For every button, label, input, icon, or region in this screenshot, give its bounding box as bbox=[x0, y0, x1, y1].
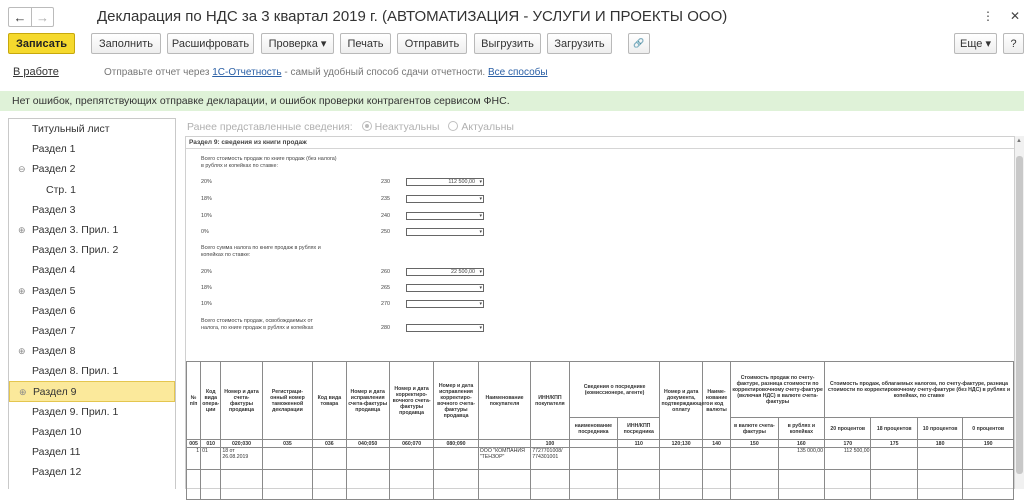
dropdown-icon: ▾ bbox=[479, 196, 482, 202]
tax-20-field[interactable] bbox=[406, 268, 484, 276]
sidebar-item-label: Раздел 9. Прил. 1 bbox=[32, 405, 119, 418]
check-button-label: Проверка bbox=[268, 37, 318, 50]
sales-0-field[interactable] bbox=[406, 228, 484, 236]
sales-18-field[interactable] bbox=[406, 195, 484, 203]
paperclip-icon: 🔗 bbox=[633, 38, 645, 48]
sidebar-item[interactable] bbox=[9, 381, 175, 401]
sidebar-item[interactable] bbox=[9, 159, 175, 179]
help-button[interactable]: ? bbox=[1003, 33, 1024, 54]
window-controls bbox=[982, 9, 1020, 23]
sidebar-item-label: Раздел 11 bbox=[32, 446, 81, 458]
vertical-scrollbar[interactable] bbox=[1015, 136, 1024, 489]
cell-empty[interactable] bbox=[917, 448, 962, 470]
sidebar-item[interactable] bbox=[9, 139, 175, 159]
sidebar-item[interactable] bbox=[9, 341, 175, 361]
toolbar bbox=[0, 33, 1024, 55]
col-code: 150 bbox=[731, 440, 778, 448]
previous-info-row bbox=[187, 121, 514, 133]
section-title: Раздел 9: сведения из книги продаж bbox=[186, 137, 1014, 149]
all-methods-link[interactable]: Все способы bbox=[487, 67, 548, 78]
dropdown-icon: ▾ bbox=[479, 229, 482, 235]
col-header: Наиме-нование и код валюты bbox=[702, 362, 730, 440]
cell-empty[interactable] bbox=[434, 448, 478, 470]
rate-label: 20% bbox=[201, 269, 212, 275]
section9-form bbox=[185, 136, 1015, 489]
close-icon[interactable]: ✕ bbox=[1009, 9, 1020, 23]
sidebar-item-label: Раздел 3 bbox=[32, 203, 76, 216]
col-code: 160 bbox=[778, 440, 824, 448]
send-button[interactable]: Отправить bbox=[397, 33, 467, 54]
exempt-title-line2: налога, по книге продаж в рублях и копейках bbox=[201, 325, 314, 331]
dropdown-icon: ▾ bbox=[479, 269, 482, 275]
col-subheader: в валюте счета-фактуры bbox=[731, 418, 778, 440]
col-code: 036 bbox=[313, 440, 346, 448]
col-code: 040;050 bbox=[346, 440, 389, 448]
col-subheader: наименование посредника bbox=[569, 418, 617, 440]
rate-label: 0% bbox=[201, 229, 209, 235]
line-code: 230 bbox=[381, 179, 390, 185]
col-code: 005 bbox=[187, 440, 201, 448]
col-code: 190 bbox=[963, 440, 1014, 448]
sidebar-item-label: Раздел 7 bbox=[32, 324, 76, 337]
col-code: 035 bbox=[262, 440, 312, 448]
cell-invoice[interactable]: 18 от 26.08.2019 bbox=[221, 448, 262, 470]
col-header: Код вида товара bbox=[313, 362, 346, 440]
sales-title-line2: в рублях и копейках по ставке: bbox=[201, 163, 278, 169]
check-result-banner bbox=[0, 91, 1024, 111]
check-button[interactable] bbox=[261, 33, 334, 54]
sidebar-item-label: Раздел 10 bbox=[32, 425, 82, 438]
rate-label: 20% bbox=[201, 179, 212, 185]
col-code: 010 bbox=[201, 440, 221, 448]
exempt-title-line1: Всего стоимость продаж, освобождаемых от bbox=[201, 318, 313, 324]
tax-18-field[interactable] bbox=[406, 284, 484, 292]
cell-buyer[interactable]: ООО "КОМПАНИЯ "ТЕНЗОР" bbox=[478, 448, 531, 470]
dropdown-icon: ▾ bbox=[479, 301, 482, 307]
title-bar bbox=[0, 0, 1024, 32]
sales-book-table bbox=[186, 361, 1014, 500]
previous-info-label: Ранее представленные сведения: bbox=[187, 121, 353, 133]
status-in-work-link[interactable]: В работе bbox=[13, 66, 59, 78]
tax-title-line2: копейках по ставке: bbox=[201, 252, 251, 258]
col-code: 140 bbox=[702, 440, 730, 448]
back-arrow-icon[interactable]: ← bbox=[13, 9, 27, 25]
col-subheader: 18 процентов bbox=[871, 418, 917, 440]
dropdown-icon: ▾ bbox=[479, 285, 482, 291]
import-button[interactable]: Загрузить bbox=[547, 33, 612, 54]
col-header: № п/п bbox=[187, 362, 201, 440]
scroll-thumb[interactable] bbox=[1016, 156, 1023, 474]
sidebar-item[interactable] bbox=[9, 462, 175, 482]
col-code bbox=[569, 440, 617, 448]
cell-op-code[interactable]: 01 bbox=[201, 448, 221, 470]
scroll-up-icon[interactable]: ▲ bbox=[1016, 138, 1022, 144]
sidebar-item-label: Раздел 5 bbox=[32, 284, 76, 297]
cell-inn[interactable]: 7727701008/ 774301001 bbox=[531, 448, 569, 470]
col-code: 120;130 bbox=[660, 440, 702, 448]
sidebar-item[interactable] bbox=[9, 260, 175, 280]
col-subheader: ИНН/КПП посредника bbox=[618, 418, 660, 440]
expand-icon[interactable]: ⊕ bbox=[19, 387, 27, 398]
sidebar-item[interactable] bbox=[9, 119, 175, 139]
sidebar-item[interactable] bbox=[9, 180, 175, 200]
cell-empty[interactable] bbox=[569, 448, 617, 470]
promo-prefix: Отправьте отчет через bbox=[104, 67, 213, 78]
rate-label: 10% bbox=[201, 213, 212, 219]
cell-np[interactable]: 1 bbox=[187, 448, 201, 470]
sales-20-field[interactable] bbox=[406, 178, 484, 186]
cell-empty[interactable] bbox=[313, 448, 346, 470]
rate-label: 10% bbox=[201, 301, 212, 307]
cell-p20[interactable]: 112 500,00 bbox=[825, 448, 871, 470]
sidebar-item-label: Раздел 8. Прил. 1 bbox=[32, 365, 119, 378]
col-subheader: 10 процентов bbox=[917, 418, 962, 440]
export-button[interactable]: Выгрузить bbox=[474, 33, 541, 54]
sections-tree bbox=[8, 118, 176, 489]
col-code: 175 bbox=[871, 440, 917, 448]
cell-empty[interactable] bbox=[702, 448, 730, 470]
col-header: Стоимость продаж по счету-фактуре, разница стоимости по корректировочному счету-фактуре (включая НДС) в валюте счета-фактуры bbox=[731, 362, 825, 418]
col-header: Номер и дата исправления счета-фактуры продавца bbox=[346, 362, 389, 440]
promo-middle: - самый удобный способ сдачи отчетности. bbox=[281, 67, 488, 78]
sidebar-item-label: Раздел 2 bbox=[32, 163, 76, 176]
sidebar-item[interactable] bbox=[9, 240, 175, 260]
col-code bbox=[478, 440, 531, 448]
dropdown-icon: ▾ bbox=[479, 213, 482, 219]
expand-icon[interactable]: ⊕ bbox=[18, 224, 26, 235]
rate-label: 18% bbox=[201, 285, 212, 291]
line-code: 265 bbox=[381, 285, 390, 291]
col-code: 110 bbox=[618, 440, 660, 448]
sidebar-item-label: Раздел 8 bbox=[32, 345, 76, 358]
rate-label: 18% bbox=[201, 196, 212, 202]
sidebar-item-label: Раздел 4 bbox=[32, 264, 76, 277]
more-button[interactable] bbox=[954, 33, 997, 54]
chevron-down-icon: ▾ bbox=[985, 38, 991, 50]
more-button-label: Еще bbox=[960, 37, 983, 50]
sidebar-item[interactable] bbox=[9, 220, 175, 240]
col-code: 170 bbox=[825, 440, 871, 448]
line-code: 240 bbox=[381, 213, 390, 219]
sidebar-item-label: Раздел 6 bbox=[32, 304, 76, 317]
col-code: 060;070 bbox=[389, 440, 433, 448]
sidebar-item-label: Раздел 3. Прил. 2 bbox=[32, 244, 119, 257]
fill-button[interactable]: Заполнить bbox=[91, 33, 161, 54]
cell-empty[interactable] bbox=[871, 448, 917, 470]
cell-empty[interactable] bbox=[346, 448, 389, 470]
sidebar-item[interactable] bbox=[9, 281, 175, 301]
dropdown-icon: ▾ bbox=[479, 325, 482, 331]
sidebar-item-label: Раздел 12 bbox=[32, 466, 82, 479]
chevron-down-icon: ▾ bbox=[320, 38, 327, 50]
line-code: 250 bbox=[381, 229, 390, 235]
cell-cost-rub[interactable]: 135 000,00 bbox=[778, 448, 824, 470]
sidebar-item-label: Раздел 3. Прил. 1 bbox=[32, 223, 119, 236]
line-code: 280 bbox=[381, 325, 390, 331]
exempt-field[interactable] bbox=[406, 324, 484, 332]
status-line bbox=[0, 63, 1024, 83]
sales-title-line1: Всего стоимость продаж по книге продаж (без налога) bbox=[201, 156, 337, 162]
sidebar-item-label: Стр. 1 bbox=[46, 183, 76, 196]
sidebar-item[interactable] bbox=[9, 442, 175, 462]
sidebar-item[interactable] bbox=[9, 402, 175, 422]
sidebar-item[interactable] bbox=[9, 321, 175, 341]
cell-empty[interactable] bbox=[731, 448, 778, 470]
col-header: Номер и дата счета-фактуры продавца bbox=[221, 362, 262, 440]
expand-icon[interactable]: ⊕ bbox=[18, 285, 26, 296]
sidebar-item[interactable] bbox=[9, 422, 175, 442]
forward-arrow-icon[interactable]: → bbox=[31, 8, 53, 26]
col-header: Регистраци-онный номер таможенной декларации bbox=[262, 362, 312, 440]
radio-irrelevant-label: Неактуальны bbox=[374, 121, 440, 133]
cell-empty[interactable] bbox=[389, 448, 433, 470]
sales-10-field[interactable] bbox=[406, 212, 484, 220]
save-button[interactable]: Записать bbox=[8, 33, 75, 54]
print-button[interactable]: Печать bbox=[340, 33, 391, 54]
col-subheader: в рублях и копейках bbox=[778, 418, 824, 440]
sidebar-item-label: Титульный лист bbox=[32, 123, 110, 135]
line-code: 260 bbox=[381, 269, 390, 275]
promo-text bbox=[104, 67, 548, 78]
col-header: ИНН/КПП покупателя bbox=[531, 362, 569, 440]
col-header: Номер и дата документа, подтверждающего оплату bbox=[660, 362, 702, 440]
more-vert-icon[interactable]: ⋮ bbox=[981, 9, 994, 23]
tax-10-field[interactable] bbox=[406, 300, 484, 308]
decode-button[interactable]: Расшифровать bbox=[167, 33, 254, 54]
collapse-icon[interactable]: ⊖ bbox=[18, 164, 26, 175]
col-subheader: 0 процентов bbox=[963, 418, 1014, 440]
dropdown-icon: ▾ bbox=[479, 179, 482, 185]
cell-empty[interactable] bbox=[618, 448, 660, 470]
col-code: 180 bbox=[917, 440, 962, 448]
attach-button[interactable] bbox=[628, 33, 650, 54]
col-header: Сведения о посреднике (комиссионере, агенте) bbox=[569, 362, 660, 418]
radio-relevant[interactable] bbox=[448, 121, 458, 131]
cell-empty[interactable] bbox=[262, 448, 312, 470]
cell-empty[interactable] bbox=[660, 448, 702, 470]
form-area bbox=[180, 118, 1024, 489]
promo-1c-link[interactable]: 1С-Отчетность bbox=[212, 67, 282, 78]
nav-buttons bbox=[8, 7, 54, 27]
tax-title-line1: Всего сумма налога по книге продаж в рублях и bbox=[201, 245, 321, 251]
line-code: 235 bbox=[381, 196, 390, 202]
col-code: 020;030 bbox=[221, 440, 262, 448]
expand-icon[interactable]: ⊕ bbox=[18, 346, 26, 357]
radio-irrelevant[interactable] bbox=[362, 121, 372, 131]
col-header: Код вида опера-ции bbox=[201, 362, 221, 440]
col-subheader: 20 процентов bbox=[825, 418, 871, 440]
col-header: Номер и дата исправления корректиро-вочного счета-фактуры продавца bbox=[434, 362, 478, 440]
sidebar-item[interactable] bbox=[9, 301, 175, 321]
sidebar-item[interactable] bbox=[9, 200, 175, 220]
window-title: Декларация по НДС за 3 квартал 2019 г. (АВТОМАТИЗАЦИЯ - УСЛУГИ И ПРОЕКТЫ ООО) bbox=[97, 8, 728, 25]
col-header: Наименование покупателя bbox=[478, 362, 531, 440]
tax-20-value: 22 500,00 bbox=[451, 269, 475, 275]
col-code: 100 bbox=[531, 440, 569, 448]
col-code: 080;090 bbox=[434, 440, 478, 448]
col-header: Номер и дата корректиро-вочного счета-фактуры продавца bbox=[389, 362, 433, 440]
sidebar-item-label: Раздел 9 bbox=[33, 386, 77, 399]
cell-empty[interactable] bbox=[963, 448, 1014, 470]
col-header: Стоимость продаж, облагаемых налогом, по счету-фактуре, разница стоимости по корректировочному счету-фактуре (без НДС) в рублях и копейках, по ставке bbox=[825, 362, 1014, 418]
line-code: 270 bbox=[381, 301, 390, 307]
sales-20-value: 112 500,00 bbox=[448, 179, 475, 185]
check-result-text: Нет ошибок, препятствующих отправке декларации, и ошибок проверки контрагентов сервисом ФНС. bbox=[12, 95, 510, 107]
sidebar-item[interactable] bbox=[9, 361, 175, 381]
radio-relevant-label: Актуальны bbox=[461, 121, 514, 133]
table-row[interactable] bbox=[187, 448, 1014, 470]
sidebar-item-label: Раздел 1 bbox=[32, 143, 76, 156]
